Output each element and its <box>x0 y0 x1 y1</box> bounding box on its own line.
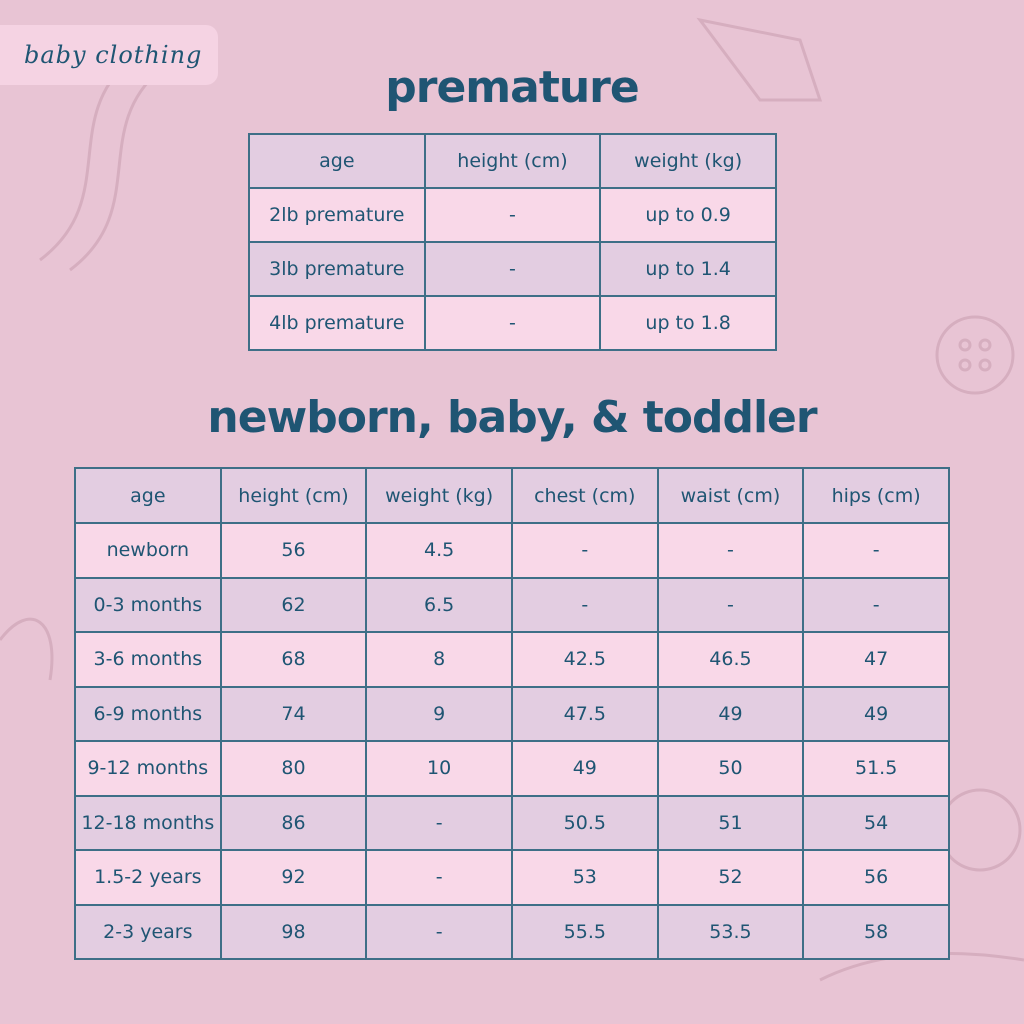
table-row <box>249 242 776 296</box>
table-row <box>75 850 949 905</box>
table-cell: - <box>803 578 949 633</box>
newborn-baby-toddler-title: newborn, baby, & toddler <box>207 392 817 443</box>
table-cell: 50.5 <box>512 796 658 851</box>
column-header: chest (cm) <box>512 468 658 523</box>
table-cell: 9 <box>366 687 512 742</box>
table-cell: 56 <box>221 523 367 578</box>
table-header-row <box>249 134 776 188</box>
column-header: age <box>249 134 425 188</box>
table-cell: up to 1.4 <box>600 242 776 296</box>
table-cell: 51.5 <box>803 741 949 796</box>
table-cell: 2lb premature <box>249 188 425 242</box>
table-cell: 1.5-2 years <box>75 850 221 905</box>
column-header: weight (kg) <box>366 468 512 523</box>
table-cell: 47.5 <box>512 687 658 742</box>
table-row <box>75 632 949 687</box>
table-row <box>75 905 949 960</box>
table-cell: 0-3 months <box>75 578 221 633</box>
table-cell: 68 <box>221 632 367 687</box>
table-cell: 53.5 <box>658 905 804 960</box>
table-cell: 6-9 months <box>75 687 221 742</box>
table-cell: 54 <box>803 796 949 851</box>
table-row <box>75 687 949 742</box>
column-header: height (cm) <box>425 134 601 188</box>
table-cell: 3lb premature <box>249 242 425 296</box>
table-row <box>249 296 776 350</box>
table-cell: - <box>512 578 658 633</box>
table-cell: 52 <box>658 850 804 905</box>
column-header: weight (kg) <box>600 134 776 188</box>
table-cell: 49 <box>658 687 804 742</box>
table-cell: - <box>366 905 512 960</box>
table-cell: 53 <box>512 850 658 905</box>
table-cell: 10 <box>366 741 512 796</box>
table-row <box>249 188 776 242</box>
table-cell: 2-3 years <box>75 905 221 960</box>
table-cell: newborn <box>75 523 221 578</box>
table-header-row <box>75 468 949 523</box>
table-cell: - <box>425 296 601 350</box>
table-cell: - <box>658 523 804 578</box>
table-cell: 6.5 <box>366 578 512 633</box>
table-cell: 12-18 months <box>75 796 221 851</box>
table-cell: 55.5 <box>512 905 658 960</box>
table-cell: 58 <box>803 905 949 960</box>
table-cell: 74 <box>221 687 367 742</box>
table-row <box>75 796 949 851</box>
column-header: age <box>75 468 221 523</box>
table-cell: 3-6 months <box>75 632 221 687</box>
table-cell: 47 <box>803 632 949 687</box>
column-header: height (cm) <box>221 468 367 523</box>
table-cell: 98 <box>221 905 367 960</box>
table-cell: 51 <box>658 796 804 851</box>
table-cell: 49 <box>512 741 658 796</box>
table-row <box>75 578 949 633</box>
table-cell: 8 <box>366 632 512 687</box>
table-cell: - <box>512 523 658 578</box>
premature-size-table <box>248 133 777 351</box>
table-cell: - <box>425 188 601 242</box>
table-cell: 46.5 <box>658 632 804 687</box>
table-cell: up to 1.8 <box>600 296 776 350</box>
category-badge: baby clothing <box>0 25 218 85</box>
table-cell: 50 <box>658 741 804 796</box>
table-row <box>75 741 949 796</box>
column-header: waist (cm) <box>658 468 804 523</box>
premature-title: premature <box>385 62 639 113</box>
table-cell: 86 <box>221 796 367 851</box>
table-cell: up to 0.9 <box>600 188 776 242</box>
table-row <box>75 523 949 578</box>
newborn-baby-toddler-size-table <box>74 467 950 960</box>
table-cell: - <box>658 578 804 633</box>
table-cell: - <box>803 523 949 578</box>
table-cell: 49 <box>803 687 949 742</box>
table-cell: 42.5 <box>512 632 658 687</box>
table-cell: 56 <box>803 850 949 905</box>
table-cell: - <box>366 796 512 851</box>
table-cell: 80 <box>221 741 367 796</box>
table-cell: 9-12 months <box>75 741 221 796</box>
table-cell: - <box>366 850 512 905</box>
column-header: hips (cm) <box>803 468 949 523</box>
table-cell: 4.5 <box>366 523 512 578</box>
table-cell: 62 <box>221 578 367 633</box>
table-cell: 4lb premature <box>249 296 425 350</box>
table-cell: 92 <box>221 850 367 905</box>
table-cell: - <box>425 242 601 296</box>
